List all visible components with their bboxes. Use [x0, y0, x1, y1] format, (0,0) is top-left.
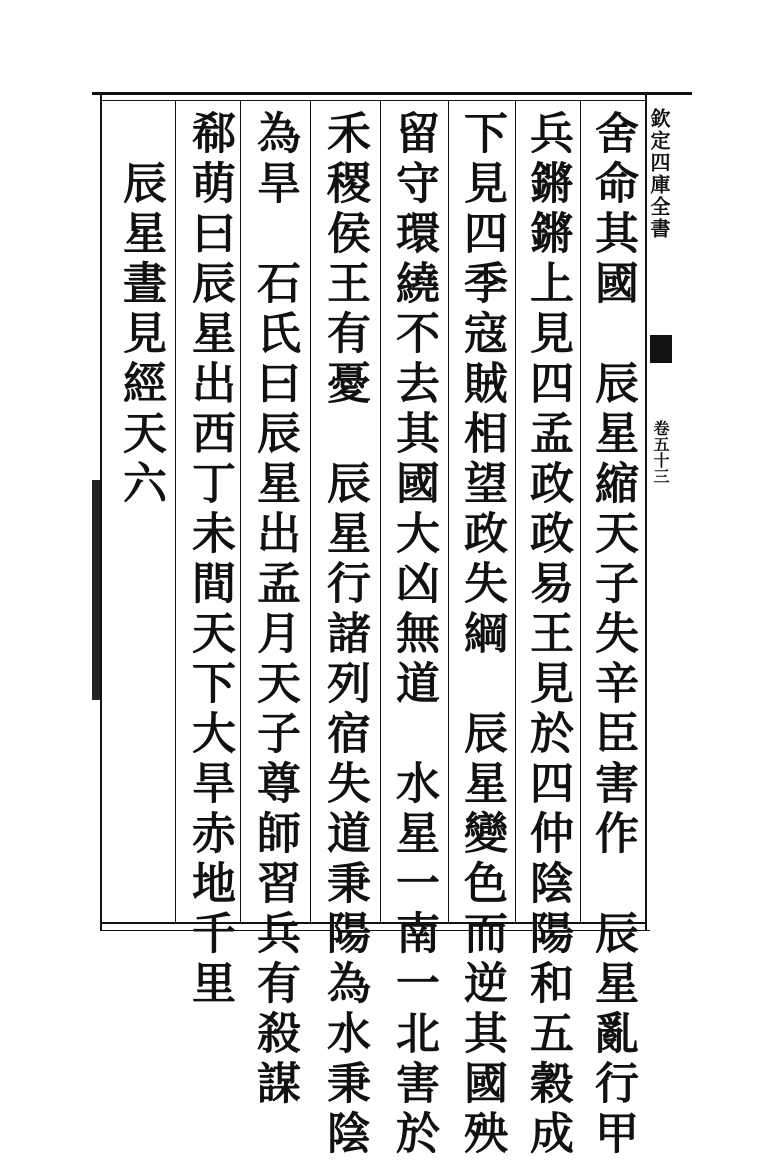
- text-column-2: 兵鏘鏘上見四孟政政易王見於四仲陰陽和五穀成: [522, 110, 573, 1160]
- column-rule: [175, 100, 176, 922]
- column-rule: [580, 100, 581, 922]
- column-rule: [515, 100, 516, 922]
- text-column-5: 禾稷侯王有憂 辰星行諸列宿失道秉陽為水秉陰: [319, 110, 370, 1160]
- margin-section: 卷五十三: [651, 420, 670, 484]
- column-rule: [240, 100, 241, 922]
- top-inner-line: [100, 100, 645, 101]
- text-column-3: 下見四季寇賊相望政失綱 辰星變色而逆其國殃: [456, 110, 507, 1160]
- top-border-line: [92, 92, 692, 95]
- left-border-line: [100, 95, 102, 930]
- text-column-7: 郗萌曰辰星出西丁未間天下大旱赤地千里: [184, 110, 235, 1010]
- text-column-1: 舍命其國 辰星縮天子失辛臣害作 辰星亂行甲: [587, 110, 638, 1160]
- fishtail-mark: [650, 335, 672, 363]
- binding-edge: [92, 480, 100, 700]
- margin-book-title: 欽定四庫全書: [647, 108, 671, 240]
- column-rule: [448, 100, 449, 922]
- text-column-6: 為旱 石氏曰辰星出孟月天子尊師習兵有殺謀: [249, 110, 300, 1110]
- text-column-4: 留守環繞不去其國大凶無道 水星一南一北害於: [388, 110, 439, 1160]
- column-rule: [310, 100, 311, 922]
- column-rule: [380, 100, 381, 922]
- text-column-8: 辰星晝見經天六: [115, 110, 166, 510]
